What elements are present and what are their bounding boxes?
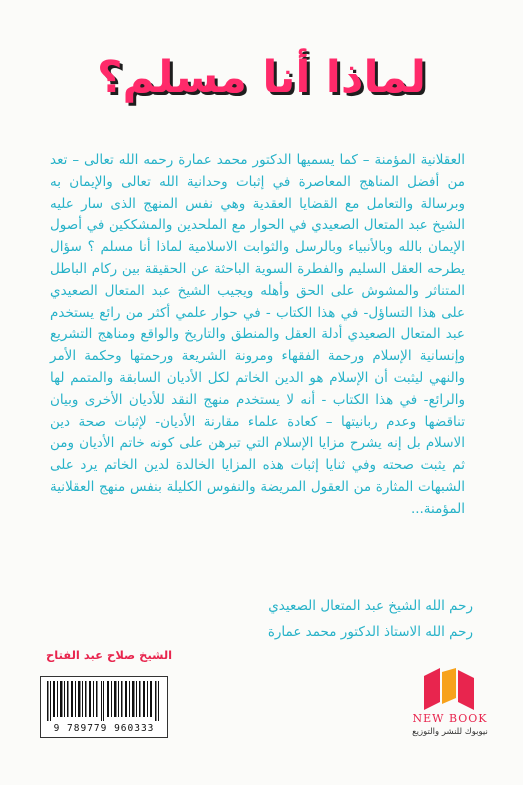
author-name: الشيخ صلاح عبد الفتاح xyxy=(46,648,173,662)
publisher-book-icon xyxy=(418,668,482,712)
barcode-bars xyxy=(45,681,163,721)
publisher-tagline: نيوبوك للنشر والتوزيع xyxy=(412,727,488,737)
publisher-logo xyxy=(400,668,500,748)
isbn-number: 9 789779 960333 xyxy=(53,723,155,734)
book-title: لماذا أنا مسلم؟ xyxy=(97,52,426,103)
dedication-line-1: رحم الله الشيخ عبد المتعال الصعيدي xyxy=(268,598,473,614)
dedication-line-2: رحم الله الاستاذ الدكتور محمد عمارة xyxy=(267,624,473,640)
back-cover-blurb: العقلانية المؤمنة – كما يسميها الدكتور محمد عمارة رحمه الله تعالى – تعد من أفضل المناهج المعاصرة في إثبات وحدانية الله تعالى والإيمان به وبرسالة والتعامل مع القضايا العقدية وهي نفس المنهج الذى سار عليه الشيخ عبد المتعال الصعيدي في الحوار مع الملحدين والمشككين في أصول الإيمان بالله وبالأنبياء وبالرسل والثوابت الاسلامية لماذا أنا مسلم ؟ سؤال يطرحه العقل السليم والفطرة السوية الباحثة عن الحقيقة بين ركام الباطل المتناثر والمشوش على الحق وأهله ويجيب الشيخ عبد المتعال الصعيدي على هذا التساؤل- في هذا الكتاب - في حوار علمي أكثر من رائع يستخدم عبد المتعال الصعيدي أدلة العقل والمنطق والتاريخ والواقع ومناهج التشريع وإنسانية الإسلام ورحمة الفقهاء ومرونة الشريعة ورحمتها وحكمة الأمر والنهي ليثبت أن الإسلام هو الدين الخاتم لكل الأديان السابقة والمتمم لها والرائع- في هذا الكتاب - أنه لا يستخدم منهج النقد للأديان الأخرى وبيان تناقضها وعدم ربانيتها – كعادة علماء مقارنة الأديان- لإثبات صحة دين الاسلام بل إنه يشرح مزايا الإسلام التي تبرهن على كونه خاتم الأديان ومن ثم يثبت صحته وفي ثنايا إثبات هذه المزايا الخالدة لدين الخاتم يرد على الشبهات المثارة من العقول المريضة والنفوس الكليلة بنفس منهج العقلانية المؤمنة... xyxy=(50,152,465,517)
publisher-name: NEW BOOK xyxy=(412,712,488,725)
isbn-barcode xyxy=(40,676,168,738)
